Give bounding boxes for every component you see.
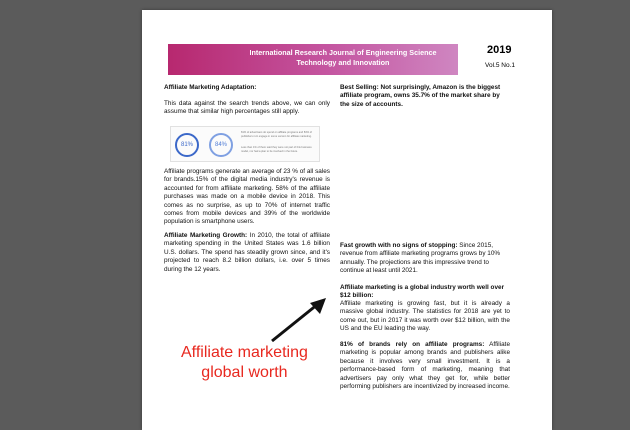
best-selling-paragraph: Best Selling: Not surprisingly, Amazon is the biggest affiliate program, owns 35.7% of the market share by the size of accounts.	[340, 84, 501, 108]
journal-title-line1: International Research Journal of Engineering Science	[249, 48, 437, 57]
brands-heading: 81% of brands rely on affiliate programs:	[340, 341, 485, 348]
brands-text: Affiliate marketing is popular among brands and publishers alike because it involves very small investment. It is a performance-based form of marketing, meaning that advertisers pay only what they get for, while better performing publishers are incentivized by increased income.	[340, 341, 511, 391]
fast-growth-paragraph	[340, 242, 510, 276]
affiliate-programs-paragraph: Affiliate programs generate an average of 23 % of all sales for brands.15% of the digital media industry's revenue is accounted for from affiliate marketing. 58% of the affiliate purchases was made on a mobile device in 2018. This comes as no surprise, as up to 70% of internet traffic comes from mobile devices and 39% of the worldwide population is smartphone users.	[164, 168, 330, 226]
adaptation-heading: Affiliate Marketing Adaptation:	[164, 84, 257, 91]
arrow-shaft	[272, 304, 318, 341]
adaptation-paragraph: This data against the search trends above, we can only assume that similar high percentages still apply.	[164, 100, 330, 116]
volume-number: Vol.5 No.1	[485, 62, 515, 69]
annotation-label	[181, 343, 308, 383]
growth-heading: Affiliate Marketing Growth:	[164, 232, 248, 239]
arrow-head	[310, 298, 326, 314]
fast-growth-heading: Fast growth with no signs of stopping:	[340, 242, 458, 249]
annotation-line2: global worth	[201, 364, 288, 381]
stat-circle-81: 81%	[175, 133, 199, 157]
journal-title	[238, 48, 448, 68]
journal-header-banner	[168, 44, 458, 75]
growth-text: In 2010, the total of affiliate marketing spending in the United States was 1.6 billion U.S. dollars. The spend has steadily grown since, and it's projected to reach 8.2 billion dollars, i.e. over 5 times during the 12 years.	[164, 232, 330, 273]
brands-paragraph	[340, 341, 510, 391]
stat-circle-84: 84%	[209, 133, 233, 157]
journal-title-line2: Technology and Innovation	[296, 58, 390, 67]
global-industry-heading: Affiliate marketing is a global industry worth well over $12 billion:	[340, 284, 505, 300]
stats-infographic	[170, 126, 320, 162]
publication-year: 2019	[487, 44, 512, 56]
growth-paragraph	[164, 232, 330, 274]
global-industry-paragraph: Affiliate marketing is growing fast, but it is already a massive global industry. The statistics for 2018 are yet to come out, but in 2017 it was worth over $12 billion, with the US and the EU leading the way.	[340, 300, 510, 333]
stat-caption-2: Less than 1% of them said they were not part of this business model, nor had a plan to be involved in the future.	[241, 146, 312, 153]
stat-caption-1: 81% of advertisers do spend on affiliate programs and 84% of publishers run/ engage in some version for affiliate marketing.	[241, 131, 312, 138]
annotation-line1: Affiliate marketing	[181, 344, 308, 361]
annotation-arrow	[270, 295, 330, 345]
fast-growth-text: Since 2015, revenue from affiliate marketing programs grows by 10% annually. The projections are this impressive trend to continue at least until 2021.	[340, 242, 501, 275]
